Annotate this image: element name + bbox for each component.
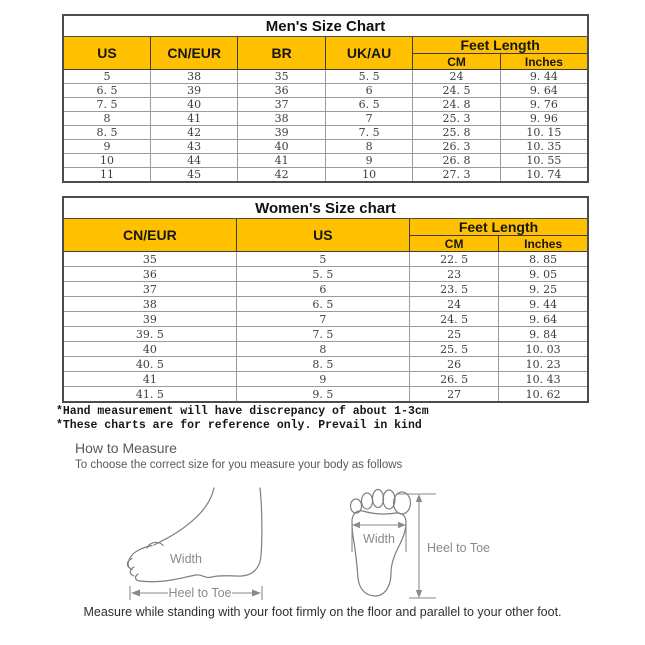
table-cell: 5 <box>236 252 409 267</box>
table-cell: 41 <box>238 154 325 168</box>
table-cell: 38 <box>63 297 236 312</box>
table-cell: 9. 96 <box>500 112 588 126</box>
table-cell: 10. 03 <box>499 342 588 357</box>
table-cell: 25 <box>410 327 499 342</box>
table-cell: 24 <box>410 297 499 312</box>
mens-table-title: Men's Size Chart <box>63 15 588 37</box>
table-cell: 5. 5 <box>236 267 409 282</box>
table-cell: 10. 35 <box>500 140 588 154</box>
table-row <box>63 126 588 140</box>
table-cell: 9 <box>63 140 150 154</box>
foot-side-view-illustration <box>127 488 261 582</box>
col-header-uk-au: UK/AU <box>325 37 412 70</box>
table-row <box>63 282 588 297</box>
table-cell: 27 <box>410 387 499 403</box>
table-cell: 9. 64 <box>499 312 588 327</box>
table-cell: 25. 5 <box>410 342 499 357</box>
table-cell: 26 <box>410 357 499 372</box>
table-title-row <box>63 15 588 37</box>
table-cell: 45 <box>150 168 237 183</box>
table-cell: 26. 8 <box>413 154 500 168</box>
table-row <box>63 84 588 98</box>
table-cell: 25. 8 <box>413 126 500 140</box>
womens-table-title: Women's Size chart <box>63 197 588 219</box>
table-cell: 24. 5 <box>410 312 499 327</box>
table-cell: 10. 74 <box>500 168 588 183</box>
table-cell: 27. 3 <box>413 168 500 183</box>
table-cell: 42 <box>150 126 237 140</box>
table-cell: 9. 84 <box>499 327 588 342</box>
col-header-feet-length: Feet Length <box>413 37 588 54</box>
table-cell: 10 <box>325 168 412 183</box>
table-cell: 9 <box>236 372 409 387</box>
table-header-row <box>63 219 588 236</box>
table-cell: 39 <box>63 312 236 327</box>
table-cell: 8 <box>325 140 412 154</box>
table-cell: 23. 5 <box>410 282 499 297</box>
table-cell: 7. 5 <box>236 327 409 342</box>
col-header-cm: CM <box>410 236 499 252</box>
table-cell: 8. 85 <box>499 252 588 267</box>
table-cell: 9. 25 <box>499 282 588 297</box>
table-cell: 41. 5 <box>63 387 236 403</box>
table-cell: 40 <box>63 342 236 357</box>
table-cell: 6. 5 <box>325 98 412 112</box>
footnote-reference-only: *These charts are for reference only. Prevail in kind <box>56 419 422 432</box>
table-cell: 35 <box>63 252 236 267</box>
table-cell: 10 <box>63 154 150 168</box>
table-cell: 43 <box>150 140 237 154</box>
table-cell: 10. 23 <box>499 357 588 372</box>
table-cell: 41 <box>63 372 236 387</box>
table-row <box>63 372 588 387</box>
table-cell: 10. 43 <box>499 372 588 387</box>
col-header-inches: Inches <box>500 54 588 70</box>
table-row <box>63 252 588 267</box>
table-row <box>63 267 588 282</box>
table-cell: 36 <box>238 84 325 98</box>
table-cell: 10. 55 <box>500 154 588 168</box>
table-cell: 23 <box>410 267 499 282</box>
table-cell: 24 <box>413 70 500 84</box>
table-row <box>63 297 588 312</box>
table-cell: 5. 5 <box>325 70 412 84</box>
table-row <box>63 154 588 168</box>
measure-instruction-text: Measure while standing with your foot firmly on the floor and parallel to your other foot. <box>83 605 562 619</box>
side-view-heel-to-toe-label: Heel to Toe <box>168 586 232 600</box>
col-header-inches: Inches <box>499 236 588 252</box>
table-cell: 26. 5 <box>410 372 499 387</box>
table-cell: 37 <box>63 282 236 297</box>
table-cell: 24. 8 <box>413 98 500 112</box>
table-cell: 8 <box>63 112 150 126</box>
table-cell: 25. 3 <box>413 112 500 126</box>
table-cell: 6 <box>325 84 412 98</box>
table-title-row <box>63 197 588 219</box>
table-row <box>63 140 588 154</box>
col-header-cm: CM <box>413 54 500 70</box>
table-row <box>63 342 588 357</box>
table-cell: 9. 76 <box>500 98 588 112</box>
table-cell: 22. 5 <box>410 252 499 267</box>
table-row <box>63 112 588 126</box>
table-cell: 6 <box>236 282 409 297</box>
table-cell: 39. 5 <box>63 327 236 342</box>
table-cell: 9. 05 <box>499 267 588 282</box>
col-header-br: BR <box>238 37 325 70</box>
table-cell: 9. 44 <box>499 297 588 312</box>
how-to-measure-subtitle: To choose the correct size for you measure your body as follows <box>75 459 403 471</box>
table-cell: 9. 5 <box>236 387 409 403</box>
table-cell: 7. 5 <box>63 98 150 112</box>
mens-size-table <box>62 14 589 183</box>
womens-size-table <box>62 196 589 403</box>
table-cell: 40 <box>238 140 325 154</box>
table-row <box>63 168 588 183</box>
table-cell: 24. 5 <box>413 84 500 98</box>
table-cell: 9. 64 <box>500 84 588 98</box>
table-row <box>63 312 588 327</box>
table-cell: 36 <box>63 267 236 282</box>
table-cell: 26. 3 <box>413 140 500 154</box>
table-cell: 35 <box>238 70 325 84</box>
table-row <box>63 98 588 112</box>
col-header-feet-length: Feet Length <box>410 219 589 236</box>
table-header-row <box>63 37 588 54</box>
table-cell: 7 <box>325 112 412 126</box>
table-cell: 8. 5 <box>63 126 150 140</box>
table-cell: 7 <box>236 312 409 327</box>
measurement-diagram <box>0 476 645 604</box>
table-cell: 11 <box>63 168 150 183</box>
table-cell: 39 <box>150 84 237 98</box>
table-cell: 44 <box>150 154 237 168</box>
table-cell: 8. 5 <box>236 357 409 372</box>
table-cell: 40 <box>150 98 237 112</box>
table-row <box>63 357 588 372</box>
table-cell: 42 <box>238 168 325 183</box>
how-to-measure-heading: How to Measure <box>75 440 177 456</box>
footprint-width-label: Width <box>363 532 395 546</box>
table-cell: 7. 5 <box>325 126 412 140</box>
table-cell: 38 <box>150 70 237 84</box>
table-row <box>63 387 588 403</box>
table-cell: 9 <box>325 154 412 168</box>
table-cell: 39 <box>238 126 325 140</box>
col-header-cn-eur: CN/EUR <box>150 37 237 70</box>
table-cell: 10. 15 <box>500 126 588 140</box>
table-cell: 10. 62 <box>499 387 588 403</box>
table-cell: 8 <box>236 342 409 357</box>
col-header-cn-eur: CN/EUR <box>63 219 236 252</box>
col-header-us: US <box>236 219 409 252</box>
table-cell: 9. 44 <box>500 70 588 84</box>
table-cell: 40. 5 <box>63 357 236 372</box>
table-row <box>63 327 588 342</box>
table-cell: 5 <box>63 70 150 84</box>
footnote-hand-measurement: *Hand measurement will have discrepancy of about 1-3cm <box>56 405 429 418</box>
col-header-us: US <box>63 37 150 70</box>
table-cell: 6. 5 <box>236 297 409 312</box>
footnotes <box>56 405 429 433</box>
table-row <box>63 70 588 84</box>
table-cell: 6. 5 <box>63 84 150 98</box>
table-cell: 41 <box>150 112 237 126</box>
table-cell: 37 <box>238 98 325 112</box>
table-cell: 38 <box>238 112 325 126</box>
footprint-heel-to-toe-label: Heel to Toe <box>427 541 491 555</box>
side-view-width-label: Width <box>170 552 202 566</box>
